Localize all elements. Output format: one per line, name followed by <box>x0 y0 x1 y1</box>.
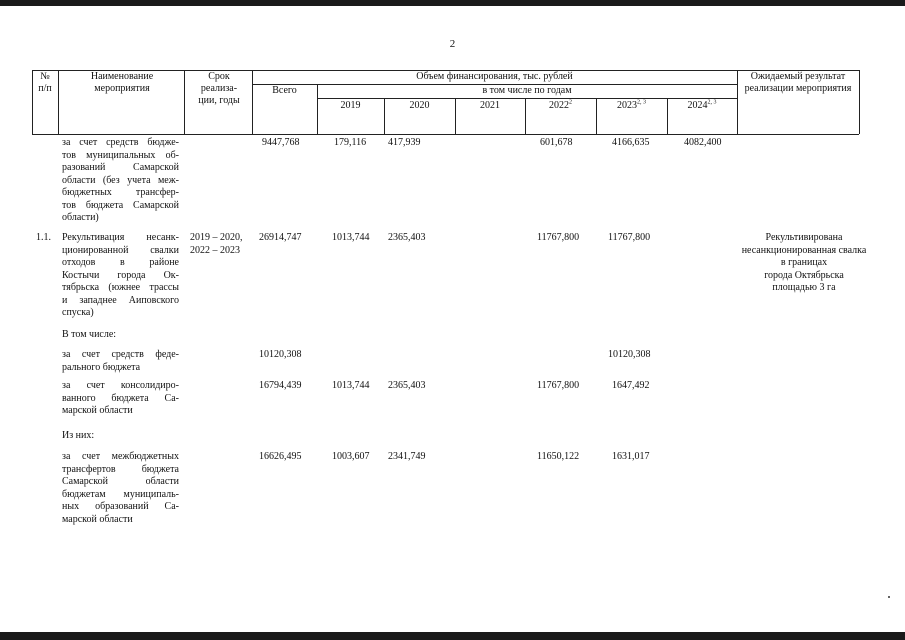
header-name: Наименование мероприятия <box>90 71 154 94</box>
header-funding: Объем финансирования, тыс. рублей <box>416 71 573 82</box>
row-consolidated-2019: 1013,744 <box>332 380 370 391</box>
row-municipal-2022: 601,678 <box>540 137 573 148</box>
header-total: Всего <box>272 85 297 96</box>
row-federal-total: 10120,308 <box>259 349 302 360</box>
row-transfers-name: за счет межбюджетных трансфертов бюджета Самарской области бюджетам муниципаль- ных образований Са- марской области <box>62 451 179 525</box>
row-1-1-2023: 11767,800 <box>608 232 651 243</box>
row-municipal-2023: 4166,635 <box>612 137 650 148</box>
row-transfers-2020: 2341,749 <box>388 451 426 462</box>
header-year-2023: 2023$^{2, 3}$ <box>617 99 646 111</box>
scan-border-top <box>0 0 905 6</box>
row-consolidated-2022: 11767,800 <box>537 380 580 391</box>
header-year-2019: 2019 <box>340 100 361 111</box>
scan-speck <box>888 596 890 598</box>
row-consolidated-2023: 1647,492 <box>612 380 650 391</box>
row-1-1-2019: 1013,744 <box>332 232 370 243</box>
row-municipal-total: 9447,768 <box>262 137 300 148</box>
header-year-2024: 2024$^{2, 3}$ <box>687 99 717 111</box>
header-year-2020: 2020 <box>409 100 430 111</box>
row-federal-name: за счет средств феде- рального бюджета <box>62 349 179 373</box>
row-1-1-number: 1.1. <box>36 232 51 243</box>
row-municipal-2024: 4082,400 <box>684 137 722 148</box>
row-1-1-term: 2019 – 2020, 2022 – 2023 <box>190 232 243 256</box>
row-transfers-2019: 1003,607 <box>332 451 370 462</box>
header-year-2022: 2022$^2$ <box>549 99 572 111</box>
row-1-1-name: Рекультивация несанк- ционированной свалки отходов в районе Костычи города Ок- тябрьска (южнее трассы и западнее Аиповского спуска) <box>62 232 179 318</box>
row-municipal-2019: 179,116 <box>334 137 367 148</box>
row-1-1-2020: 2365,403 <box>388 232 426 243</box>
header-year-2021: 2021 <box>480 100 500 111</box>
row-transfers-2023: 1631,017 <box>612 451 650 462</box>
row-municipal-2020: 417,939 <box>388 137 421 148</box>
row-municipal-name: за счет средств бюдже- тов муниципальных об- разований Самарской области (без учета меж- бюджетных трансфер- тов бюджета Самарской области) <box>62 137 179 223</box>
row-federal-2023: 10120,308 <box>608 349 651 360</box>
header-by-years: в том числе по годам <box>482 85 572 96</box>
row-transfers-2022: 11650,122 <box>537 451 580 462</box>
row-1-1-result: Рекультивирована несанкционированная свалка в границах города Октябрьска площадью 3 га <box>741 232 867 293</box>
row-consolidated-total: 16794,439 <box>259 380 302 391</box>
row-consolidated-2020: 2365,403 <box>388 380 426 391</box>
label-including: В том числе: <box>62 329 117 340</box>
row-1-1-2022: 11767,800 <box>537 232 580 243</box>
row-transfers-total: 16626,495 <box>259 451 302 462</box>
row-consolidated-name: за счет консолидиро- ванного бюджета Са- марской области <box>62 380 179 416</box>
page-number: 2 <box>449 38 456 50</box>
header-term: Срок реализа-ции, годы <box>198 71 240 106</box>
label-of-which: Из них: <box>62 430 95 441</box>
header-result: Ожидаемый результат реализации мероприятия <box>744 71 852 94</box>
row-1-1-total: 26914,747 <box>259 232 302 243</box>
header-num: № п/п <box>38 71 52 94</box>
scan-border-bottom <box>0 632 905 640</box>
